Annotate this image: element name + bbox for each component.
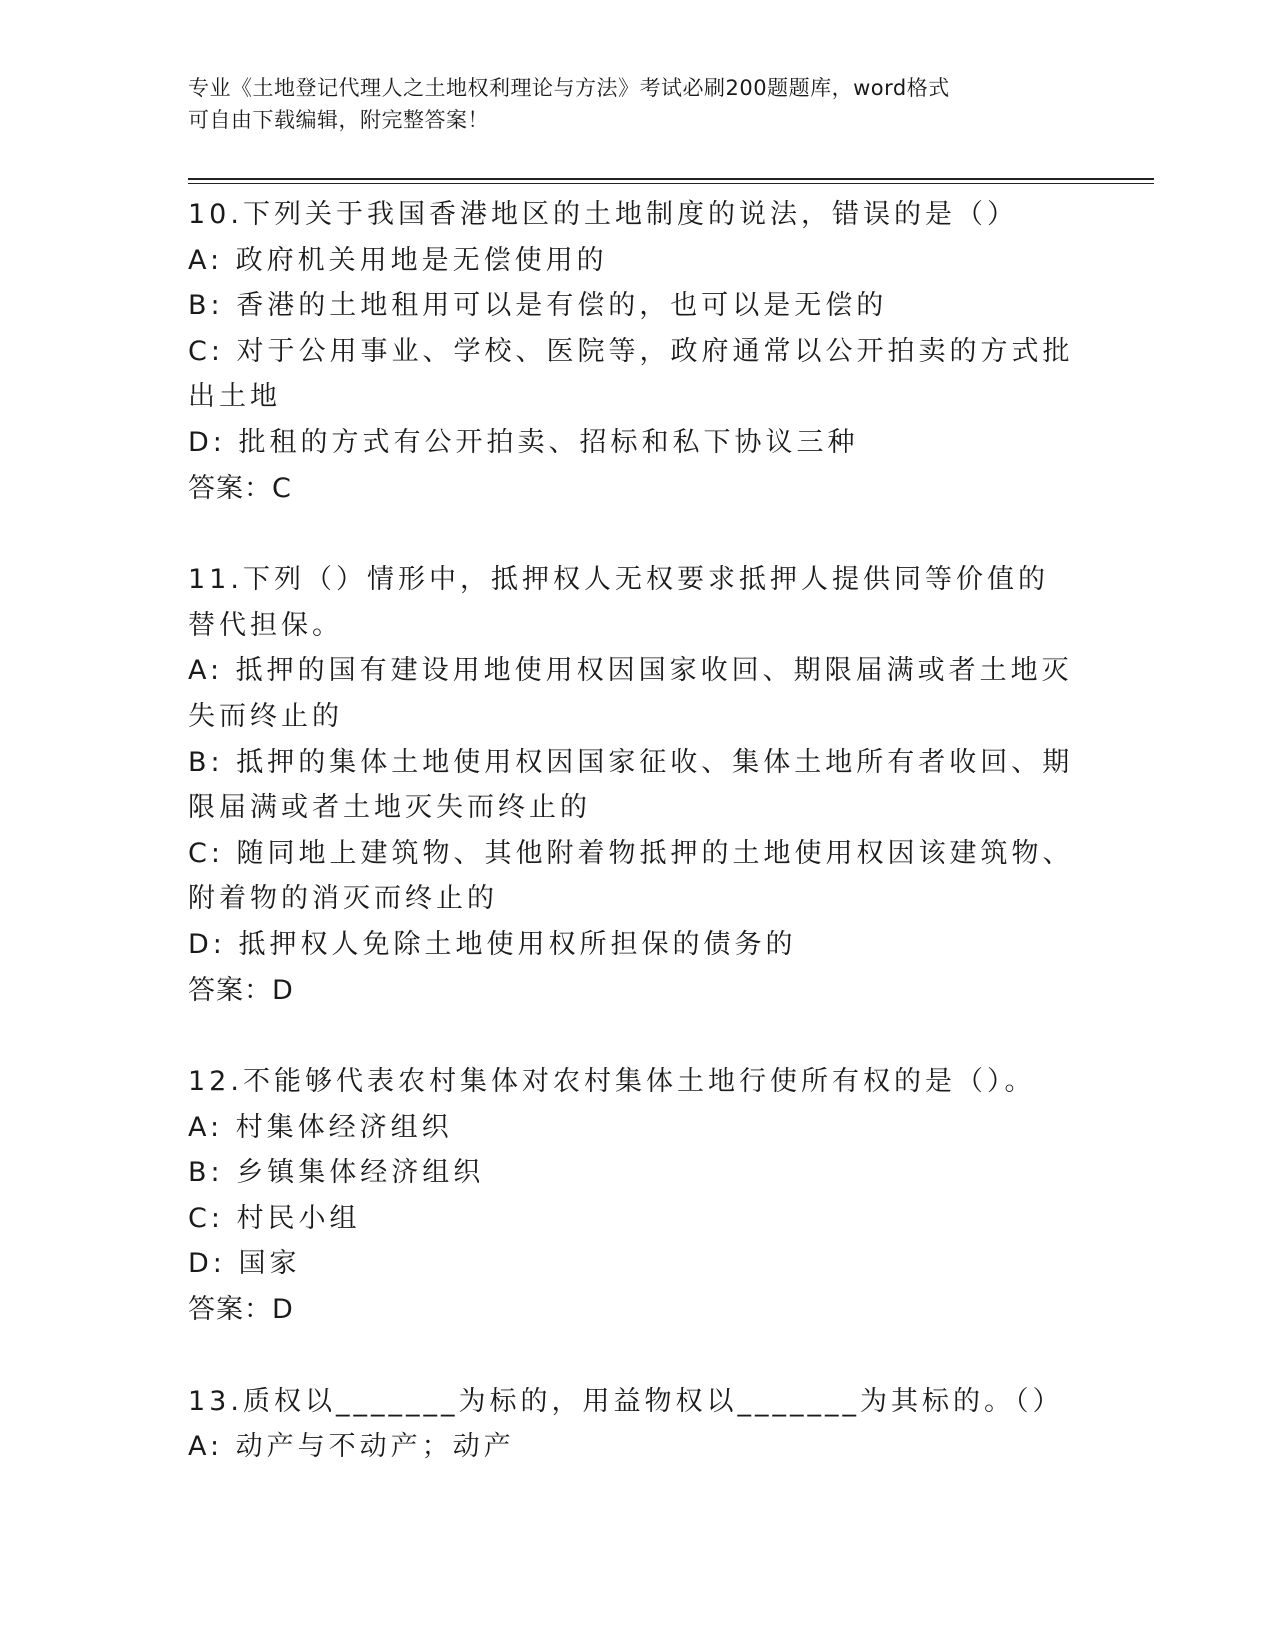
question-stem: 13.质权以_______为标的，用益物权以_______为其标的。（） — [188, 1385, 1064, 1417]
question-13 — [188, 1379, 1078, 1470]
option-a: A: 村集体经济组织 — [188, 1111, 453, 1143]
option-c: C: 村民小组 — [188, 1202, 361, 1234]
question-stem: 12.不能够代表农村集体对农村集体土地行使所有权的是（）。 — [188, 1066, 1036, 1098]
option-a: A: 动产与不动产；动产 — [188, 1431, 515, 1463]
option-b: B: 抵押的集体土地使用权因国家征收、集体土地所有者收回、期限届满或者土地灭失而终止的 — [188, 746, 1074, 824]
header-line-2: 可自由下载编辑，附完整答案！ — [188, 108, 489, 132]
question-stem: 10.下列关于我国香港地区的土地制度的说法，错误的是（） — [188, 199, 1018, 230]
option-d: D: 国家 — [188, 1248, 301, 1280]
header-divider-thick — [188, 178, 1154, 180]
option-d: D: 批租的方式有公开拍卖、招标和私下协议三种 — [188, 426, 859, 458]
answer: 答案：D — [188, 1294, 294, 1326]
question-list — [188, 192, 1078, 1470]
question-11 — [188, 557, 1078, 1013]
answer: 答案：C — [188, 472, 292, 504]
option-a: A: 抵押的国有建设用地使用权因国家收回、期限届满或者土地灭失而终止的 — [188, 655, 1073, 732]
document-header — [188, 72, 1068, 136]
question-12 — [188, 1059, 1078, 1333]
answer: 答案：D — [188, 974, 294, 1006]
option-a: A: 政府机关用地是无偿使用的 — [188, 244, 608, 276]
option-b: B: 香港的土地租用可以是有偿的，也可以是无偿的 — [188, 290, 888, 322]
option-c: C: 对于公用事业、学校、医院等，政府通常以公开拍卖的方式批出土地 — [188, 335, 1074, 413]
header-line-1: 专业《土地登记代理人之土地权利理论与方法》考试必刷200题题库，word格式 — [188, 76, 950, 100]
question-stem: 11.下列（）情形中，抵押权人无权要求抵押人提供同等价值的替代担保。 — [188, 564, 1049, 641]
option-c: C: 随同地上建筑物、其他附着物抵押的土地使用权因该建筑物、附着物的消灭而终止的 — [188, 837, 1074, 915]
option-b: B: 乡镇集体经济组织 — [188, 1157, 485, 1189]
header-divider-thin — [188, 183, 1154, 184]
option-d: D: 抵押权人免除土地使用权所担保的债务的 — [188, 928, 797, 960]
question-10 — [188, 192, 1078, 511]
